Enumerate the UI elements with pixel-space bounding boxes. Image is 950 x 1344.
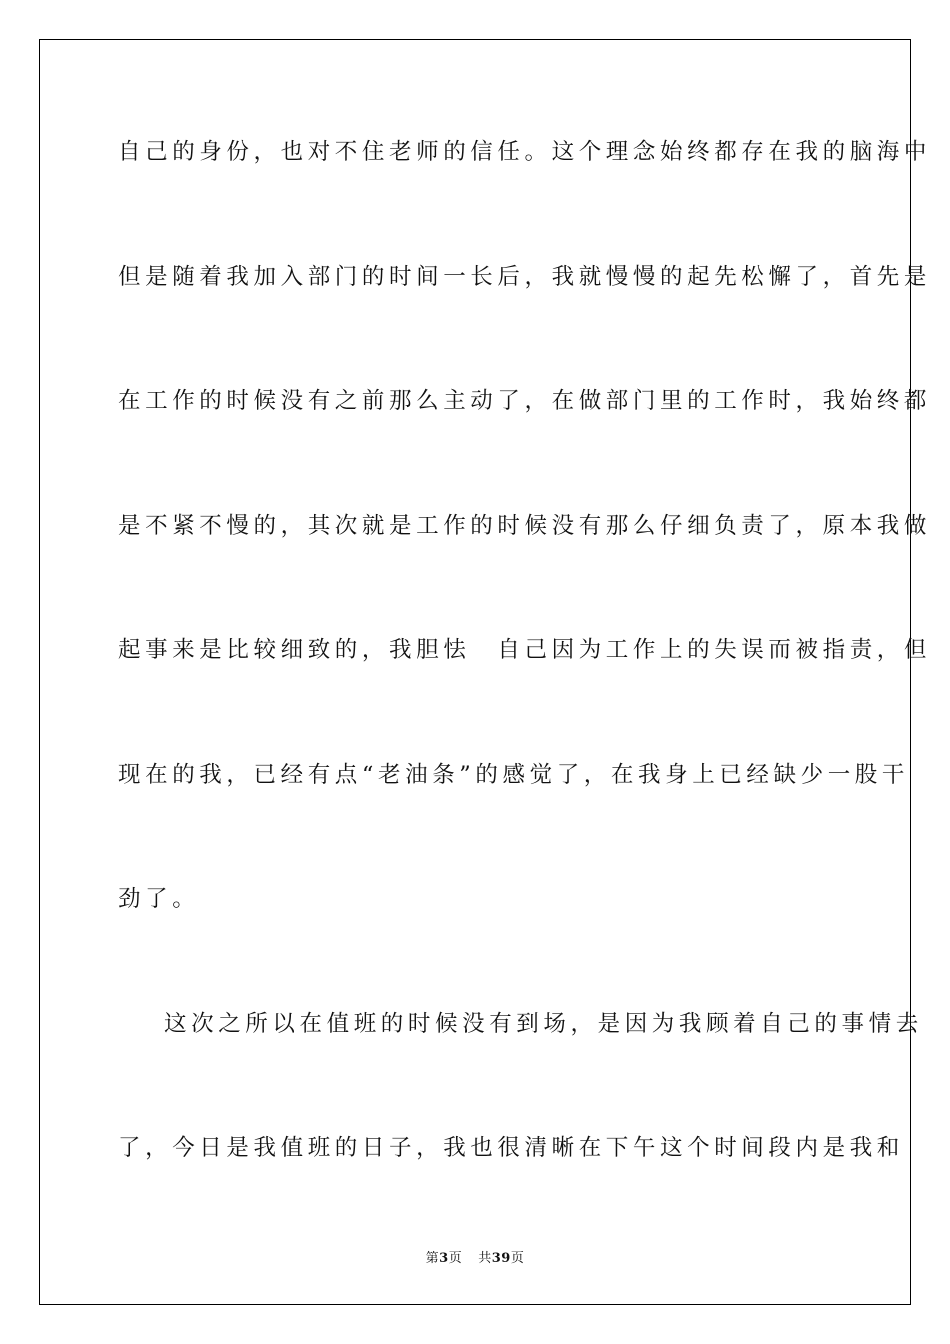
footer-page-number: 3 (439, 1251, 449, 1266)
text-line-7: 劲了。 (118, 886, 200, 912)
document-body (118, 127, 932, 1248)
footer-total-suffix: 页 (510, 1251, 525, 1266)
footer-page-prefix: 第 (425, 1251, 440, 1266)
text-line-8-paragraph-start: 这次之所以在值班的时候没有到场，是因为我顾着自己的事情去 (164, 1010, 923, 1037)
footer-page-suffix: 页 (448, 1251, 463, 1266)
text-line-4: 是不紧不慢的，其次就是工作的时候没有那么仔细负责了，原本我做 (118, 512, 932, 539)
footer-total-prefix: 共 (478, 1251, 492, 1266)
text-line-3: 在工作的时候没有之前那么主动了，在做部门里的工作时，我始终都 (118, 388, 932, 414)
text-line-2: 但是随着我加入部门的时间一长后，我就慢慢的起先松懈了，首先是 (118, 263, 932, 290)
text-line-9: 了，今日是我值班的日子，我也很清晰在下午这个时间段内是我和 (118, 1135, 904, 1161)
footer-total-pages: 39 (491, 1251, 511, 1266)
text-line-6: 现在的我，已经有点“老油条”的感觉了，在我身上已经缺少一股干 (118, 761, 910, 788)
page-footer (0, 1247, 950, 1266)
text-line-5: 起事来是比较细致的，我胆怯 自己因为工作上的失误而被指责，但 (118, 637, 932, 663)
text-line-1: 自己的身份，也对不住老师的信任。这个理念始终都存在我的脑海中 (118, 139, 932, 165)
